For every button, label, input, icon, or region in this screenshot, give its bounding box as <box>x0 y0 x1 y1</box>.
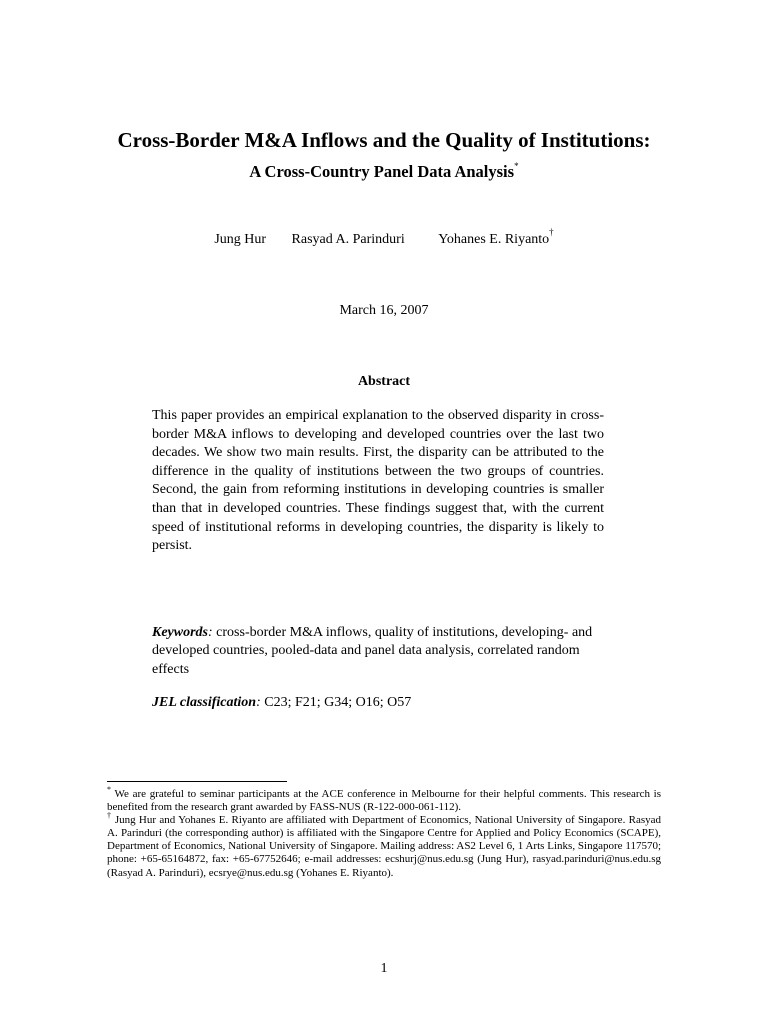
paper-subtitle <box>0 162 768 182</box>
author-name-text: Yohanes E. Riyanto <box>438 232 550 247</box>
page-number: 1 <box>380 961 388 976</box>
footnote-text: Jung Hur and Yohanes E. Riyanto are affiliated with Department of Economics, National University of Singapore. Rasyad A. Parinduri (the corresponding author) is affiliated with the Singapore Centre for Applied and Policy Economics (SCAPE), Department of Economics, National University of Singapore. Mailing address: AS2 Level 6, 1 Arts Links, Singapore 117570; phone: +65-65164872, fax: +65-67752646; e-mail addresses: ecshurj@nus.edu.sg (Jung Hur), rasyad.parinduri@nus.edu.sg (Rasyad A. Parinduri), ecsrye@nus.edu.sg (Yohanes E. Riyanto). <box>107 814 661 879</box>
jel-classification <box>152 695 604 711</box>
author-name: Jung Hur <box>214 232 267 247</box>
jel-separator: : <box>256 695 261 710</box>
keywords-label: Keywords <box>152 625 208 640</box>
author-list <box>0 227 768 248</box>
author-name <box>438 227 554 248</box>
jel-codes: C23; F21; G34; O16; O57 <box>260 695 412 710</box>
keywords-separator: : <box>208 625 213 640</box>
footnote-mark: † <box>107 811 112 821</box>
footnote-affiliation <box>107 811 661 879</box>
keywords-text: cross-border M&A inflows, quality of institutions, developing- and developed countries, pooled-data and panel data analysis, correlated random effects <box>152 625 593 677</box>
subtitle-footnote-mark: * <box>514 161 519 171</box>
author-name: Rasyad A. Parinduri <box>291 232 405 247</box>
footnote-mark: * <box>107 785 111 794</box>
paper-title: Cross-Border M&A Inflows and the Quality of Institutions: <box>117 128 651 152</box>
abstract-heading: Abstract <box>357 374 411 389</box>
footnote-acknowledgement <box>107 785 661 814</box>
footnote-text: We are grateful to seminar participants at the ACE conference in Melbourne for their helpful comments. This research is benefited from the research grant awarded by FASS-NUS (R-122-000-061-112). <box>107 788 661 814</box>
subtitle-text: A Cross-Country Panel Data Analysis <box>249 162 515 181</box>
paper-date: March 16, 2007 <box>339 303 429 318</box>
author-footnote-mark: † <box>549 227 554 237</box>
jel-label: JEL classification <box>152 695 257 710</box>
footnote-divider <box>107 781 287 782</box>
keywords-paragraph <box>152 624 604 679</box>
footnotes <box>107 785 661 880</box>
abstract-text: This paper provides an empirical explanation to the observed disparity in cross-border M&A inflows to developing and developed countries over the last two decades. We show two main results. First, the disparity can be attributed to the difference in the quality of institutions between the two groups of countries. Second, the gain from reforming institutions in developing countries is smaller than that in developed countries. These findings suggest that, with the current speed of institutional reforms in developing countries, the disparity is likely to persist. <box>152 408 604 554</box>
